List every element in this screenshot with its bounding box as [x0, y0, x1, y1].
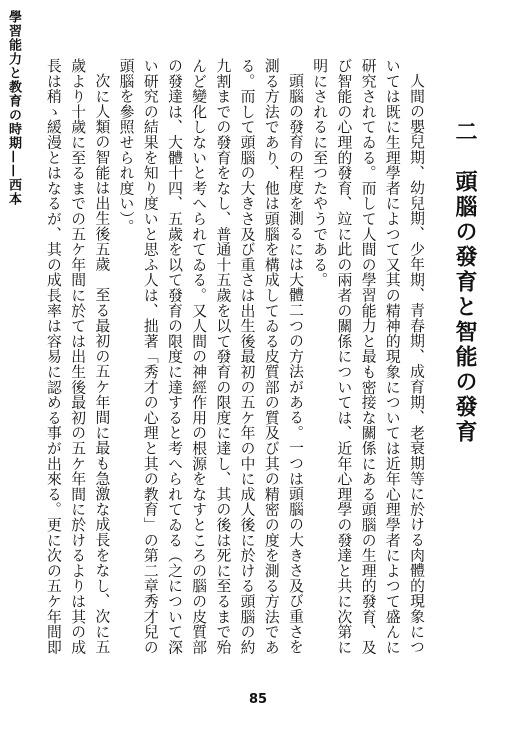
- running-head: 學習能力と教育の時期——西本: [6, 10, 21, 206]
- paragraph: 次に人類の智能は出生後五歲 至る最初の五ケ年間に最も急激な成長をなし、次に五歲より十歲に至るまでの五ケ年間に於ては出生後最初の五ケ年間に於けるよりは其の成長は稍ゝ緩漫とはなるが、其の成長率は容易に認める事が出來る。更に次の五ケ年間即: [44, 58, 111, 655]
- body-text: [40, 58, 428, 664]
- page-number: 85: [248, 692, 268, 707]
- paragraph: 人間の嬰兒期、幼兒期、少年期、青春期、成育期、老衰期等に於ける肉體的現象については既に生理學者によつて又其の精神的現象については近年心理學者によつて盛んに研究されてゐる。而して人間の學習能力と最も密接な關係にある頭腦の生理的發育、及び智能の心理的發育、竝に此の兩者の關係については、近年心理學の發達と共に次第に明にされるに至つたやうである。: [311, 58, 425, 655]
- paragraph: 頭腦の發育の程度を測るには大體二つの方法がある。一つは頭腦の大きさ及び重さを測る方法であり、他は頭腦を構成してゐる皮質部の質及び其の精密の度を測る方法である。而して頭腦の大きさ及び重さは出生後最初の五ケ年の中に成人後に於ける頭腦の約九割までの發育をなし、普通十五歲を以て發育の限度に達し、其の後は死に至るまで殆んど變化しないと考へられてゐる。又人間の神經作用の根源をなすところの腦の皮質部の發達は、大體十四、五歲を以て發育の限度に達すると考へられてゐる（之について深い研究の結果を知り度いと思ふ人は、拙著「秀才の心理と其の教育」の第二章秀才兒の頭腦を參照せられ度い）。: [117, 58, 304, 655]
- section-title: 二 頭腦の發育と智能の發育: [452, 120, 478, 445]
